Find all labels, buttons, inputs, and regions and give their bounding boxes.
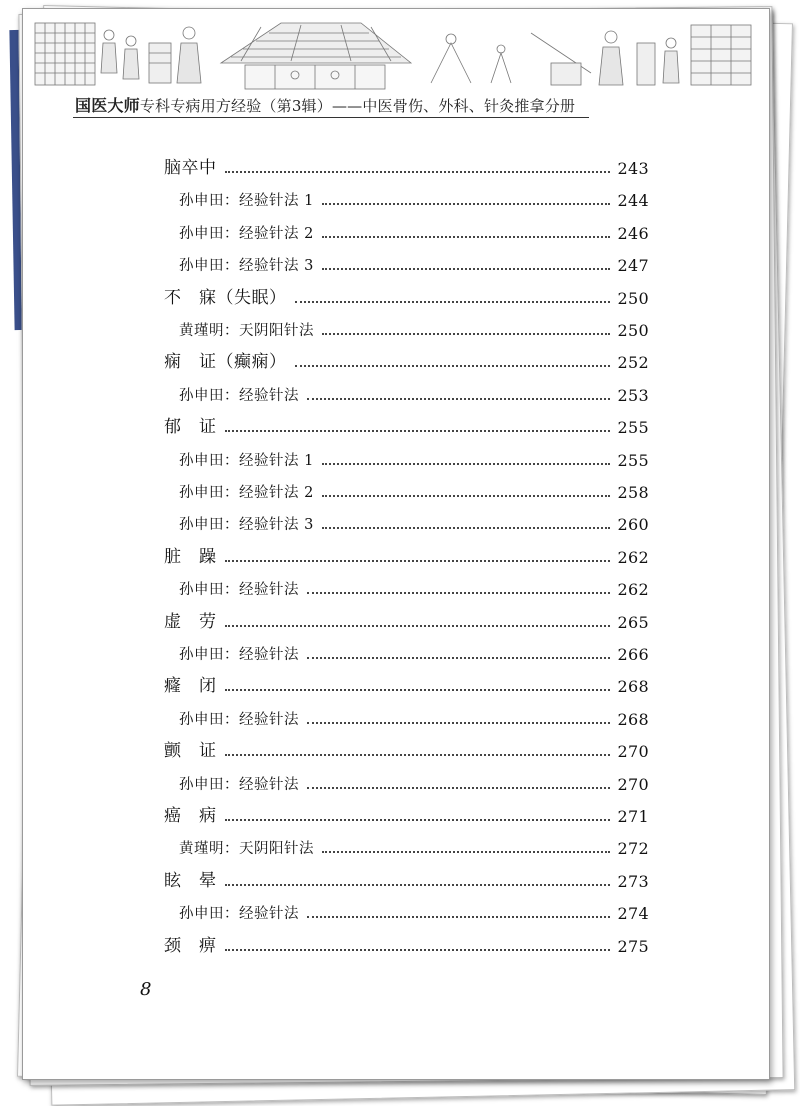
toc-entry-page: 255	[617, 450, 649, 470]
toc-entry-title: 孙申田：经验针法	[179, 776, 299, 793]
toc-section-entry[interactable]	[179, 640, 649, 664]
toc-entry-title: 黄瑾明：天阴阳针法	[179, 323, 314, 339]
dot-leader	[225, 753, 610, 756]
toc-section-entry[interactable]	[179, 219, 649, 243]
toc-entry-title: 眩 晕	[164, 870, 217, 891]
dot-leader	[225, 170, 610, 173]
toc-entry-page: 275	[617, 936, 649, 956]
toc-entry-page: 255	[617, 418, 649, 438]
toc-section-entry[interactable]	[179, 834, 649, 858]
running-header	[75, 93, 595, 116]
dot-leader	[322, 267, 610, 270]
toc-entry-title: 孙申田：经验针法 1	[179, 452, 314, 469]
toc-entry-page: 258	[617, 483, 649, 502]
toc-entry-title: 孙申田：经验针法 2	[179, 485, 314, 501]
page-number: 8	[140, 979, 152, 1000]
toc-entry-page: 266	[617, 645, 649, 664]
toc-entry-title: 孙申田：经验针法	[179, 711, 299, 728]
toc-section-entry[interactable]	[179, 575, 649, 599]
toc-entry-page: 244	[617, 191, 649, 211]
dot-leader	[322, 332, 610, 335]
toc-entry-page: 265	[617, 612, 649, 632]
toc-entry-title: 脏 躁	[164, 546, 217, 567]
toc-chapter-entry[interactable]	[164, 802, 649, 826]
dot-leader	[322, 235, 610, 238]
toc-entry-title: 孙申田：经验针法	[179, 906, 299, 923]
toc-entry-title: 癌 病	[164, 806, 217, 826]
toc-section-entry[interactable]	[179, 770, 649, 794]
toc-section-entry[interactable]	[179, 899, 649, 923]
dot-leader	[225, 429, 610, 432]
toc-entry-page: 243	[617, 159, 649, 178]
dot-leader	[307, 591, 610, 594]
toc-chapter-entry[interactable]	[164, 867, 649, 891]
dot-leader	[322, 850, 610, 853]
toc-section-entry[interactable]	[179, 381, 649, 405]
toc-section-entry[interactable]	[179, 251, 649, 275]
dot-leader	[225, 948, 610, 951]
dot-leader	[225, 883, 610, 886]
toc-entry-page: 253	[617, 385, 649, 405]
dot-leader	[307, 786, 610, 789]
toc-section-entry[interactable]	[179, 510, 649, 534]
toc-entry-page: 268	[617, 709, 649, 729]
toc-entry-title: 虚 劳	[164, 611, 217, 632]
dot-leader	[225, 688, 610, 691]
toc-chapter-entry[interactable]	[164, 348, 649, 372]
toc-entry-page: 270	[617, 774, 649, 794]
toc-entry-title: 癃 闭	[164, 676, 217, 697]
toc-chapter-entry[interactable]	[164, 608, 649, 632]
dot-leader	[295, 364, 610, 367]
toc-chapter-entry[interactable]	[164, 413, 649, 437]
toc-entry-page: 250	[617, 321, 649, 340]
toc-entry-page: 260	[617, 515, 649, 535]
toc-entry-title: 不 寐（失眠）	[164, 287, 287, 308]
book-page	[22, 8, 770, 1080]
toc-entry-title: 痫 证（癫痫）	[164, 352, 287, 373]
dot-leader	[225, 818, 610, 821]
toc-entry-title: 孙申田：经验针法 3	[179, 258, 314, 275]
header-rule	[73, 117, 589, 118]
toc-chapter-entry[interactable]	[164, 543, 649, 567]
toc-entry-page: 268	[617, 677, 649, 697]
dot-leader	[307, 656, 610, 659]
toc-section-entry[interactable]	[179, 478, 649, 502]
toc-entry-title: 颤 证	[164, 741, 217, 762]
toc-entry-page: 273	[617, 871, 649, 891]
toc-entry-title: 孙申田：经验针法 1	[179, 193, 314, 210]
toc-entry-page: 250	[617, 288, 649, 308]
toc-entry-title: 孙申田：经验针法	[179, 582, 299, 599]
toc-entry-title: 郁 证	[164, 417, 217, 438]
series-brand: 国医大师	[75, 96, 140, 115]
toc-entry-title: 颈 痹	[164, 935, 217, 956]
toc-chapter-entry[interactable]	[164, 672, 649, 696]
toc-section-entry[interactable]	[179, 705, 649, 729]
toc-entry-page: 262	[617, 547, 649, 567]
toc-entry-title: 脑卒中	[164, 158, 217, 178]
toc-chapter-entry[interactable]	[164, 154, 649, 178]
toc-entry-page: 247	[617, 256, 649, 276]
dot-leader	[322, 494, 610, 497]
toc-entry-title: 孙申田：经验针法	[179, 647, 299, 663]
toc-entry-page: 252	[617, 353, 649, 373]
toc-entry-page: 272	[617, 839, 649, 859]
toc-entry-title: 孙申田：经验针法 3	[179, 517, 314, 534]
toc-entry-page: 270	[617, 742, 649, 762]
toc-entry-title: 孙申田：经验针法	[179, 387, 299, 404]
toc-entry-page: 274	[617, 904, 649, 924]
toc-entry-page: 271	[617, 807, 649, 826]
dot-leader	[322, 462, 610, 465]
toc-section-entry[interactable]	[179, 446, 649, 470]
dot-leader	[225, 559, 610, 562]
dot-leader	[295, 300, 610, 303]
toc-section-entry[interactable]	[179, 316, 649, 340]
toc-entry-title: 孙申田：经验针法 2	[179, 225, 314, 242]
book-title: 专科专病用方经验（第3辑）——中医骨伤、外科、针灸推拿分册	[139, 97, 576, 115]
toc-section-entry[interactable]	[179, 186, 649, 210]
toc-entry-page: 246	[617, 223, 649, 243]
toc-chapter-entry[interactable]	[164, 737, 649, 761]
dot-leader	[307, 915, 610, 918]
toc-entry-title: 黄瑾明：天阴阳针法	[179, 841, 314, 858]
dot-leader	[307, 397, 610, 400]
header-illustration	[31, 13, 761, 93]
dot-leader	[225, 624, 610, 627]
toc-entry-page: 262	[617, 580, 649, 600]
toc-chapter-entry[interactable]	[164, 932, 649, 956]
dot-leader	[307, 721, 610, 724]
dot-leader	[322, 202, 610, 205]
dot-leader	[322, 526, 610, 529]
toc-chapter-entry[interactable]	[164, 284, 649, 308]
